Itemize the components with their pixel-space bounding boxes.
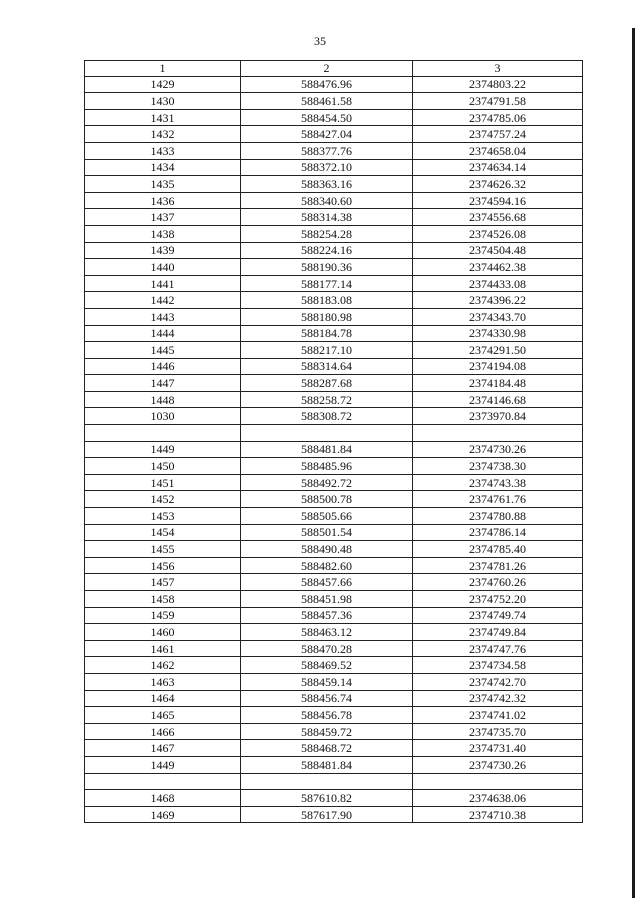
table-row bbox=[85, 690, 583, 707]
point-number-cell: 1467 bbox=[85, 740, 241, 757]
table-row bbox=[85, 707, 583, 724]
table-row bbox=[85, 723, 583, 740]
table-row bbox=[85, 408, 583, 425]
x-coordinate-cell: 588177.14 bbox=[241, 275, 413, 292]
coordinates-table bbox=[84, 60, 583, 823]
point-number-cell: 1434 bbox=[85, 159, 241, 176]
point-number-cell: 1460 bbox=[85, 624, 241, 641]
table-row bbox=[85, 308, 583, 325]
table-row bbox=[85, 790, 583, 807]
y-coordinate-cell: 2374146.68 bbox=[413, 391, 583, 408]
y-coordinate-cell: 2374731.40 bbox=[413, 740, 583, 757]
table-row bbox=[85, 624, 583, 641]
table-row bbox=[85, 159, 583, 176]
x-coordinate-cell: 588500.78 bbox=[241, 491, 413, 508]
table-row bbox=[85, 740, 583, 757]
table-row bbox=[85, 176, 583, 193]
y-coordinate-cell: 2374330.98 bbox=[413, 325, 583, 342]
table-row bbox=[85, 491, 583, 508]
x-coordinate-cell: 588457.36 bbox=[241, 607, 413, 624]
y-coordinate-cell: 2374184.48 bbox=[413, 375, 583, 392]
x-coordinate-cell bbox=[241, 773, 413, 790]
point-number-cell: 1430 bbox=[85, 93, 241, 110]
point-number-cell: 1448 bbox=[85, 391, 241, 408]
table-row bbox=[85, 126, 583, 143]
x-coordinate-cell: 588451.98 bbox=[241, 591, 413, 608]
table-row bbox=[85, 209, 583, 226]
point-number-cell: 1429 bbox=[85, 76, 241, 93]
point-number-cell: 1449 bbox=[85, 756, 241, 773]
table-row bbox=[85, 756, 583, 773]
header-row bbox=[85, 61, 583, 77]
point-number-cell: 1447 bbox=[85, 375, 241, 392]
point-number-cell: 1440 bbox=[85, 259, 241, 276]
point-number-cell: 1466 bbox=[85, 723, 241, 740]
y-coordinate-cell: 2374658.04 bbox=[413, 142, 583, 159]
y-coordinate-cell: 2374433.08 bbox=[413, 275, 583, 292]
table-row bbox=[85, 358, 583, 375]
point-number-cell: 1442 bbox=[85, 292, 241, 309]
y-coordinate-cell: 2374738.30 bbox=[413, 458, 583, 475]
y-coordinate-cell: 2374291.50 bbox=[413, 342, 583, 359]
table-row bbox=[85, 474, 583, 491]
y-coordinate-cell: 2374760.26 bbox=[413, 574, 583, 591]
x-coordinate-cell: 588457.66 bbox=[241, 574, 413, 591]
x-coordinate-cell: 588314.38 bbox=[241, 209, 413, 226]
point-number-cell: 1438 bbox=[85, 225, 241, 242]
table-row bbox=[85, 425, 583, 442]
x-coordinate-cell: 588427.04 bbox=[241, 126, 413, 143]
x-coordinate-cell: 588254.28 bbox=[241, 225, 413, 242]
x-coordinate-cell: 588482.60 bbox=[241, 557, 413, 574]
y-coordinate-cell: 2374556.68 bbox=[413, 209, 583, 226]
y-coordinate-cell: 2374786.14 bbox=[413, 524, 583, 541]
x-coordinate-cell: 588505.66 bbox=[241, 508, 413, 525]
table-row bbox=[85, 458, 583, 475]
x-coordinate-cell: 588476.96 bbox=[241, 76, 413, 93]
page-number: 35 bbox=[314, 34, 326, 48]
table-row bbox=[85, 192, 583, 209]
point-number-cell: 1462 bbox=[85, 657, 241, 674]
point-number-cell: 1030 bbox=[85, 408, 241, 425]
point-number-cell bbox=[85, 425, 241, 442]
x-coordinate-cell: 588180.98 bbox=[241, 308, 413, 325]
point-number-cell: 1453 bbox=[85, 508, 241, 525]
x-coordinate-cell: 588190.36 bbox=[241, 259, 413, 276]
table-row bbox=[85, 806, 583, 823]
point-number-cell: 1455 bbox=[85, 541, 241, 558]
y-coordinate-cell: 2374730.26 bbox=[413, 441, 583, 458]
point-number-cell: 1450 bbox=[85, 458, 241, 475]
point-number-cell: 1436 bbox=[85, 192, 241, 209]
column-header-1: 1 bbox=[85, 61, 241, 77]
point-number-cell: 1432 bbox=[85, 126, 241, 143]
point-number-cell: 1446 bbox=[85, 358, 241, 375]
x-coordinate-cell: 588461.58 bbox=[241, 93, 413, 110]
y-coordinate-cell: 2374757.24 bbox=[413, 126, 583, 143]
point-number-cell: 1461 bbox=[85, 640, 241, 657]
x-coordinate-cell: 588501.54 bbox=[241, 524, 413, 541]
point-number-cell: 1464 bbox=[85, 690, 241, 707]
x-coordinate-cell: 588377.76 bbox=[241, 142, 413, 159]
y-coordinate-cell: 2374780.88 bbox=[413, 508, 583, 525]
point-number-cell: 1469 bbox=[85, 806, 241, 823]
point-number-cell: 1456 bbox=[85, 557, 241, 574]
x-coordinate-cell: 588287.68 bbox=[241, 375, 413, 392]
table-row bbox=[85, 673, 583, 690]
table-row bbox=[85, 275, 583, 292]
y-coordinate-cell: 2374791.58 bbox=[413, 93, 583, 110]
y-coordinate-cell: 2374742.32 bbox=[413, 690, 583, 707]
table-row bbox=[85, 342, 583, 359]
table-row bbox=[85, 242, 583, 259]
table-row bbox=[85, 773, 583, 790]
y-coordinate-cell: 2374194.08 bbox=[413, 358, 583, 375]
x-coordinate-cell: 588456.74 bbox=[241, 690, 413, 707]
y-coordinate-cell: 2374626.32 bbox=[413, 176, 583, 193]
table-row bbox=[85, 607, 583, 624]
point-number-cell: 1441 bbox=[85, 275, 241, 292]
y-coordinate-cell: 2373970.84 bbox=[413, 408, 583, 425]
point-number-cell: 1433 bbox=[85, 142, 241, 159]
table-row bbox=[85, 76, 583, 93]
table-row bbox=[85, 524, 583, 541]
x-coordinate-cell: 588314.64 bbox=[241, 358, 413, 375]
x-coordinate-cell: 588468.72 bbox=[241, 740, 413, 757]
y-coordinate-cell: 2374741.02 bbox=[413, 707, 583, 724]
y-coordinate-cell: 2374343.70 bbox=[413, 308, 583, 325]
y-coordinate-cell: 2374761.76 bbox=[413, 491, 583, 508]
y-coordinate-cell: 2374594.16 bbox=[413, 192, 583, 209]
point-number-cell bbox=[85, 773, 241, 790]
x-coordinate-cell: 588459.72 bbox=[241, 723, 413, 740]
table-row bbox=[85, 441, 583, 458]
x-coordinate-cell: 588258.72 bbox=[241, 391, 413, 408]
x-coordinate-cell: 588485.96 bbox=[241, 458, 413, 475]
point-number-cell: 1445 bbox=[85, 342, 241, 359]
x-coordinate-cell: 588481.84 bbox=[241, 756, 413, 773]
x-coordinate-cell: 588463.12 bbox=[241, 624, 413, 641]
x-coordinate-cell: 588469.52 bbox=[241, 657, 413, 674]
table-row bbox=[85, 375, 583, 392]
point-number-cell: 1431 bbox=[85, 109, 241, 126]
column-header-2: 2 bbox=[241, 61, 413, 77]
y-coordinate-cell: 2374742.70 bbox=[413, 673, 583, 690]
y-coordinate-cell: 2374734.58 bbox=[413, 657, 583, 674]
y-coordinate-cell: 2374730.26 bbox=[413, 756, 583, 773]
x-coordinate-cell: 588308.72 bbox=[241, 408, 413, 425]
table-row bbox=[85, 292, 583, 309]
point-number-cell: 1463 bbox=[85, 673, 241, 690]
y-coordinate-cell: 2374735.70 bbox=[413, 723, 583, 740]
point-number-cell: 1449 bbox=[85, 441, 241, 458]
y-coordinate-cell: 2374462.38 bbox=[413, 259, 583, 276]
point-number-cell: 1468 bbox=[85, 790, 241, 807]
x-coordinate-cell: 588492.72 bbox=[241, 474, 413, 491]
x-coordinate-cell: 588459.14 bbox=[241, 673, 413, 690]
point-number-cell: 1459 bbox=[85, 607, 241, 624]
y-coordinate-cell: 2374781.26 bbox=[413, 557, 583, 574]
x-coordinate-cell: 588183.08 bbox=[241, 292, 413, 309]
point-number-cell: 1452 bbox=[85, 491, 241, 508]
x-coordinate-cell: 588490.48 bbox=[241, 541, 413, 558]
table-row bbox=[85, 109, 583, 126]
x-coordinate-cell: 588481.84 bbox=[241, 441, 413, 458]
table-row bbox=[85, 574, 583, 591]
table-row bbox=[85, 640, 583, 657]
table-row bbox=[85, 325, 583, 342]
table-row bbox=[85, 93, 583, 110]
table-row bbox=[85, 557, 583, 574]
table-row bbox=[85, 591, 583, 608]
y-coordinate-cell: 2374749.74 bbox=[413, 607, 583, 624]
y-coordinate-cell: 2374785.40 bbox=[413, 541, 583, 558]
table-row bbox=[85, 657, 583, 674]
table-body bbox=[85, 76, 583, 823]
y-coordinate-cell bbox=[413, 773, 583, 790]
point-number-cell: 1454 bbox=[85, 524, 241, 541]
column-header-3: 3 bbox=[413, 61, 583, 77]
x-coordinate-cell: 588372.10 bbox=[241, 159, 413, 176]
y-coordinate-cell: 2374743.38 bbox=[413, 474, 583, 491]
y-coordinate-cell: 2374752.20 bbox=[413, 591, 583, 608]
x-coordinate-cell: 588224.16 bbox=[241, 242, 413, 259]
x-coordinate-cell: 588363.16 bbox=[241, 176, 413, 193]
point-number-cell: 1444 bbox=[85, 325, 241, 342]
x-coordinate-cell: 588454.50 bbox=[241, 109, 413, 126]
y-coordinate-cell: 2374785.06 bbox=[413, 109, 583, 126]
y-coordinate-cell bbox=[413, 425, 583, 442]
x-coordinate-cell: 588470.28 bbox=[241, 640, 413, 657]
x-coordinate-cell bbox=[241, 425, 413, 442]
y-coordinate-cell: 2374749.84 bbox=[413, 624, 583, 641]
y-coordinate-cell: 2374634.14 bbox=[413, 159, 583, 176]
x-coordinate-cell: 587617.90 bbox=[241, 806, 413, 823]
point-number-cell: 1458 bbox=[85, 591, 241, 608]
x-coordinate-cell: 587610.82 bbox=[241, 790, 413, 807]
y-coordinate-cell: 2374710.38 bbox=[413, 806, 583, 823]
point-number-cell: 1443 bbox=[85, 308, 241, 325]
y-coordinate-cell: 2374638.06 bbox=[413, 790, 583, 807]
table-row bbox=[85, 541, 583, 558]
y-coordinate-cell: 2374504.48 bbox=[413, 242, 583, 259]
point-number-cell: 1437 bbox=[85, 209, 241, 226]
x-coordinate-cell: 588184.78 bbox=[241, 325, 413, 342]
y-coordinate-cell: 2374396.22 bbox=[413, 292, 583, 309]
point-number-cell: 1457 bbox=[85, 574, 241, 591]
table-row bbox=[85, 142, 583, 159]
point-number-cell: 1435 bbox=[85, 176, 241, 193]
point-number-cell: 1451 bbox=[85, 474, 241, 491]
x-coordinate-cell: 588340.60 bbox=[241, 192, 413, 209]
page-edge-rule bbox=[632, 28, 635, 898]
point-number-cell: 1439 bbox=[85, 242, 241, 259]
table-row bbox=[85, 259, 583, 276]
x-coordinate-cell: 588217.10 bbox=[241, 342, 413, 359]
y-coordinate-cell: 2374803.22 bbox=[413, 76, 583, 93]
table-row bbox=[85, 391, 583, 408]
y-coordinate-cell: 2374526.08 bbox=[413, 225, 583, 242]
table-row bbox=[85, 225, 583, 242]
point-number-cell: 1465 bbox=[85, 707, 241, 724]
y-coordinate-cell: 2374747.76 bbox=[413, 640, 583, 657]
table-row bbox=[85, 508, 583, 525]
x-coordinate-cell: 588456.78 bbox=[241, 707, 413, 724]
